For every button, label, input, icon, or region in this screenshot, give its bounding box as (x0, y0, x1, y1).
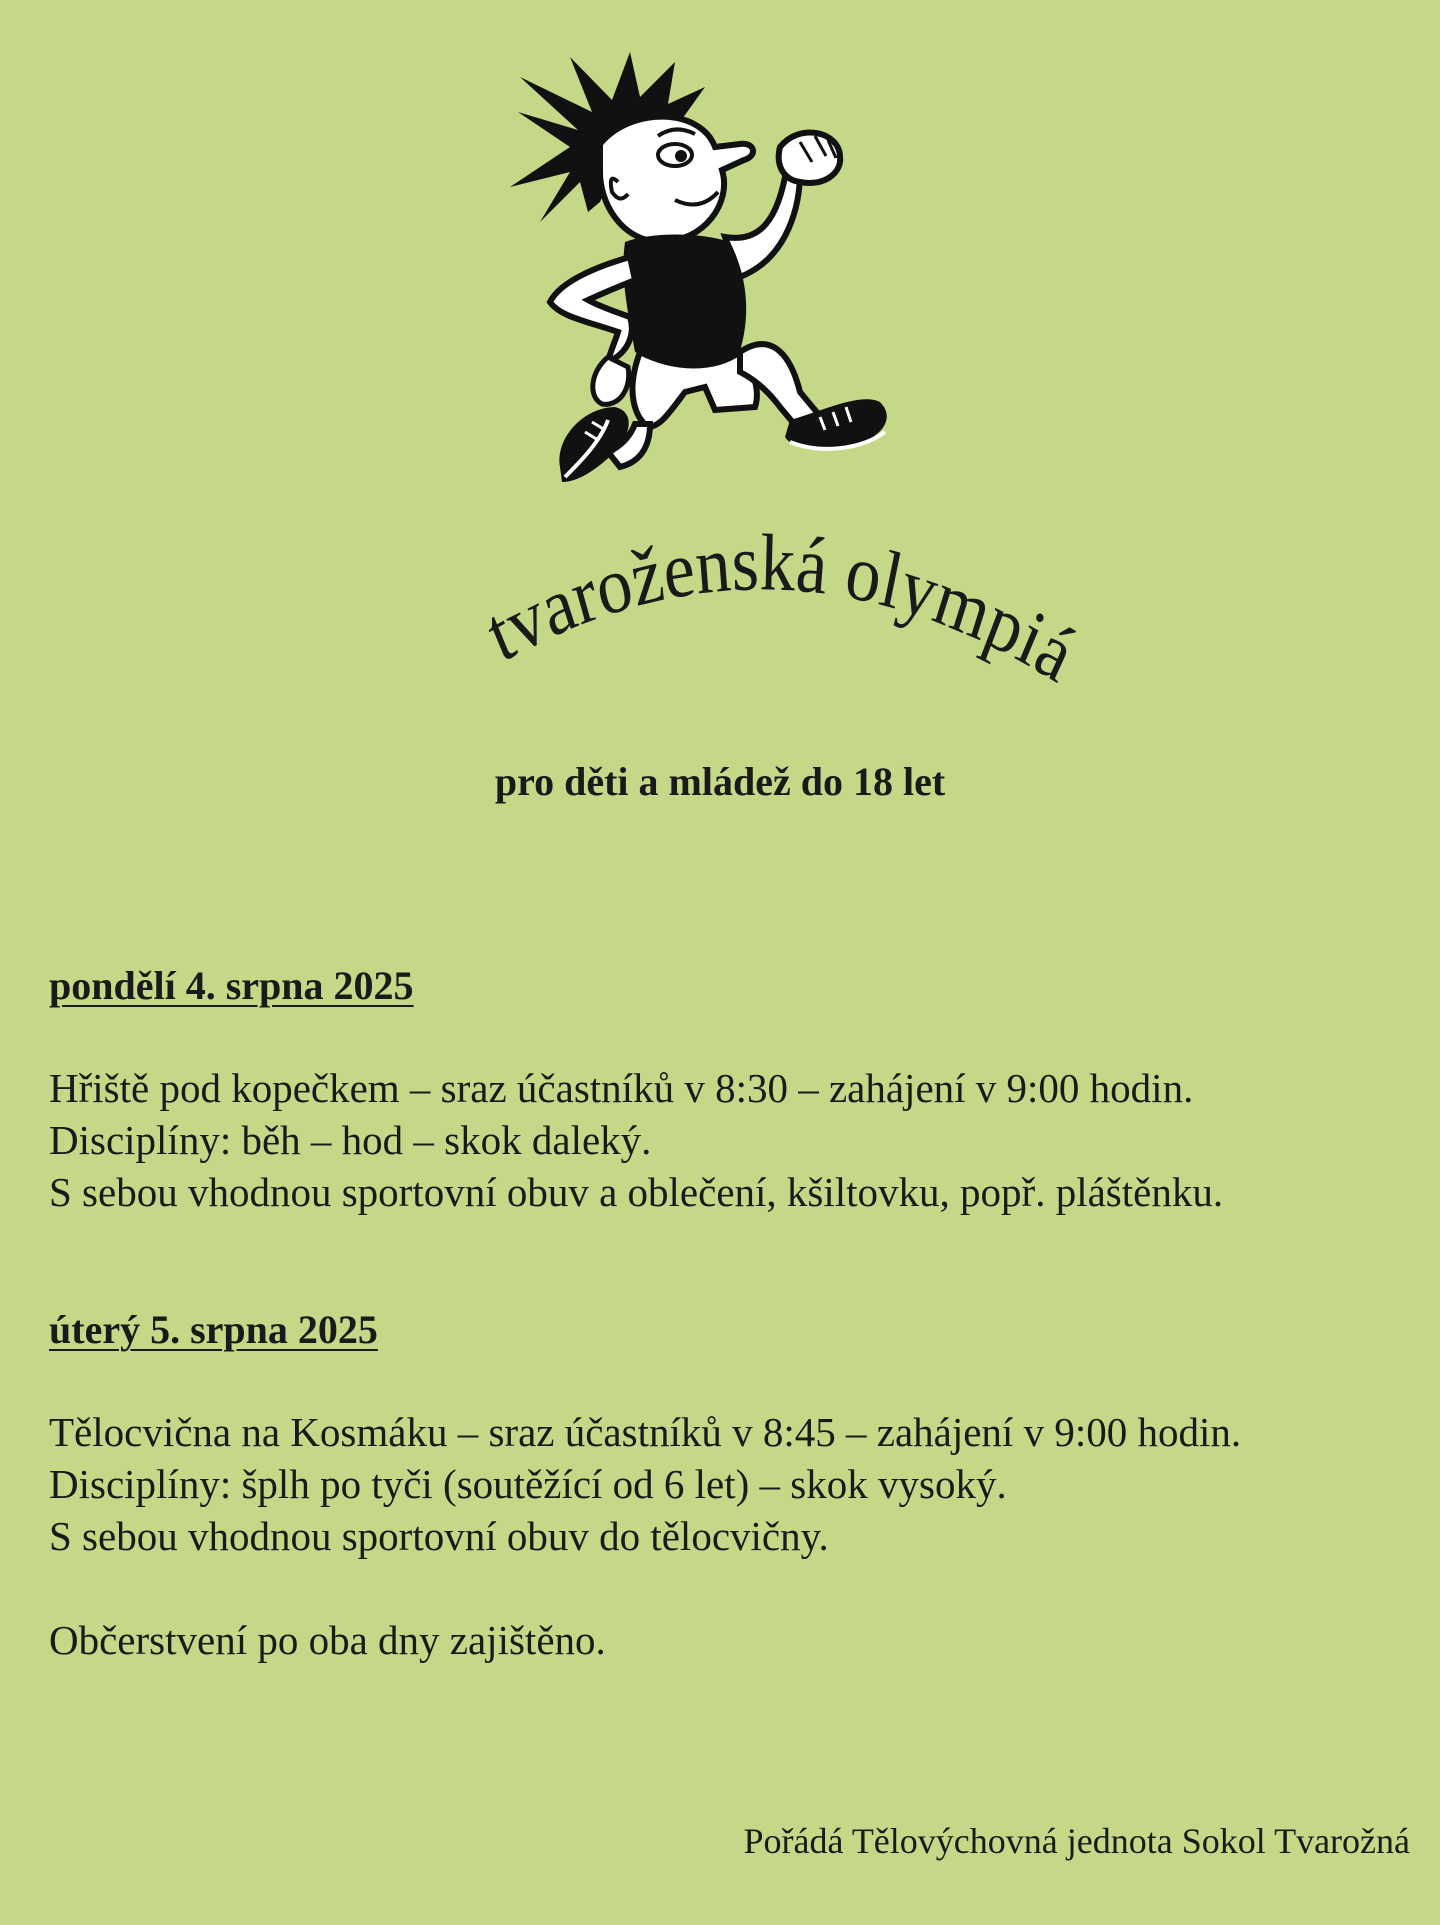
day-1-details (49, 1062, 1223, 1218)
day-2-heading: úterý 5. srpna 2025 (49, 1307, 378, 1352)
day-1-venue-line: Hřiště pod kopečkem – sraz účastníků v 8:30 – zahájení v 9:00 hodin. (49, 1065, 1194, 1111)
tank-top-icon (623, 235, 746, 366)
event-subtitle: pro děti a mládež do 18 let (494, 759, 946, 804)
day-2-venue-line: Tělocvična na Kosmáku – sraz účastníků v 8:45 – zahájení v 9:00 hodin. (49, 1409, 1242, 1455)
day-2-details (49, 1406, 1241, 1562)
day-1-equipment-line: S sebou vhodnou sportovní obuv a oblečení, kšiltovku, popř. pláštěnku. (49, 1169, 1224, 1215)
day-2-disciplines-line: Disciplíny: šplh po tyči (soutěžící od 6 let) – skok vysoký. (49, 1461, 1007, 1507)
refreshments-note: Občerstvení po oba dny zajištěno. (49, 1617, 606, 1663)
day-1-disciplines-line: Disciplíny: běh – hod – skok daleký. (49, 1117, 652, 1163)
organizer-footer: Pořádá Tělovýchovná jednota Sokol Tvarožná (743, 1821, 1410, 1861)
day-1-heading: pondělí 4. srpna 2025 (49, 963, 414, 1008)
event-title-text: 29. tvaroženská olympiáda (442, 455, 1087, 700)
day-2-equipment-line: S sebou vhodnou sportovní obuv do tělocvičny. (49, 1513, 829, 1559)
event-title (442, 455, 1087, 700)
hand-icon (593, 357, 629, 404)
running-boy-illustration (500, 52, 980, 532)
face-icon (600, 117, 753, 242)
